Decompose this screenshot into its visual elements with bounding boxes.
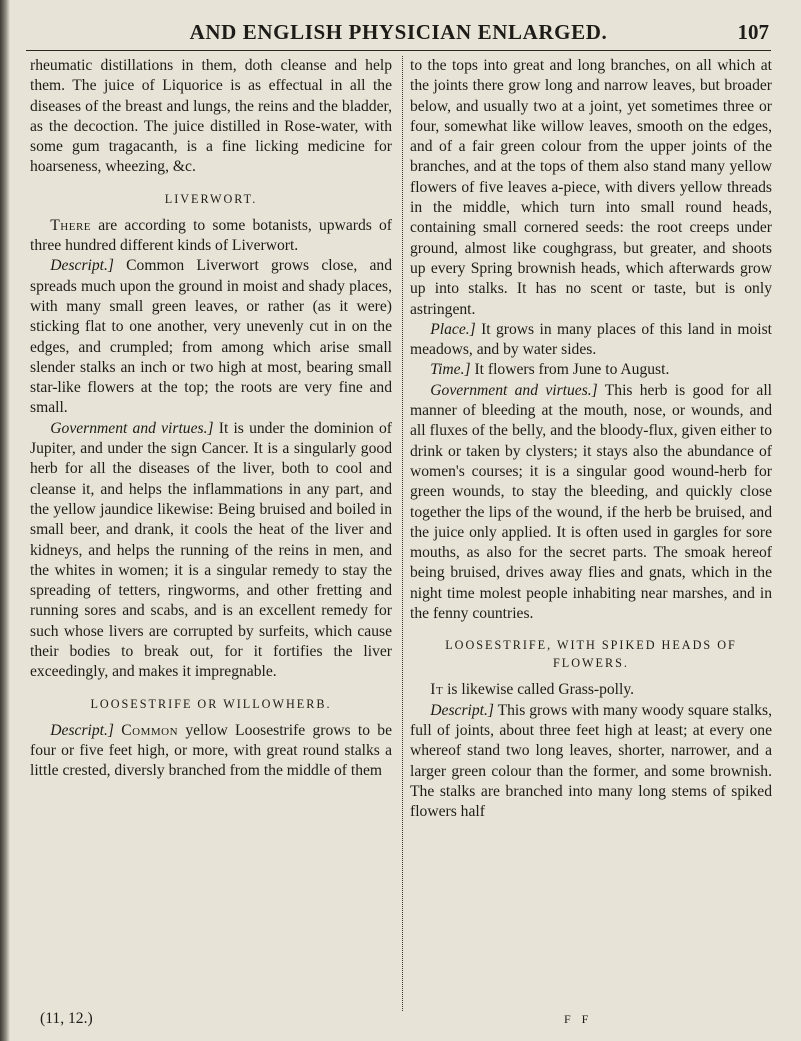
- paragraph-text: It flowers from June to August.: [470, 361, 670, 379]
- lead-word: It: [430, 681, 444, 699]
- paragraph-text: This herb is good for all manner of bleeding at the mouth, nose, or wounds, and all fluxes of the belly, and the bloody-flux, given either to drink or taken by clysters; it stays also the abundance of women's courses; it is a singular good wound-herb for green wounds, to stay the bleeding, and quickly close together the lips of the wound, if the herb be bruised, and the juice only applied. It is often used in gargles for sore mouths, as also for the secret parts. The smoak hereof being bruised, drives away flies and gnats, which in the night time molest people inhabiting near marshes, and in the fenny countries.: [410, 381, 772, 623]
- paragraph-text: Common Liverwort grows close, and spreads much upon the ground in moist and shady places, with many small green leaves, or rather (as it were) sticking flat to one another, very unevenly cut in on the edges, and crumpled; from among which arise small slender stalks an inch or two high at most, bearing small star-like flowers at the top; the roots are very fine and small.: [30, 257, 392, 417]
- section-label-time: Time.]: [430, 361, 471, 379]
- paragraph-liverwort-government: [30, 419, 392, 683]
- section-label-descript: Descript.]: [50, 257, 114, 275]
- paragraph-liverwort-description: [30, 256, 392, 418]
- paragraph-text: are according to some botanists, upwards of three hundred different kinds of Liverwort.: [30, 216, 392, 255]
- running-head: AND ENGLISH PHYSICIAN ENLARGED.: [189, 20, 608, 44]
- right-column: [410, 56, 772, 822]
- paragraph-spiked-description: [410, 701, 772, 823]
- paragraph-loosestrife-description: [30, 721, 392, 782]
- lead-word: Common: [121, 721, 179, 739]
- paragraph-text: It grows in many places of this land in moist meadows, and by water sides.: [410, 320, 772, 359]
- left-column: [30, 56, 392, 782]
- paragraph-liquorice-continued: rheumatic distillations in them, doth cleanse and help them. The juice of Liquorice is as effectual in all the diseases of the breast and lungs, the reins and the bladder, as the decoction. The juice distilled in Rose-water, with some gum tragacanth, is a fine licking medicine for hoarseness, wheezing, &c.: [30, 57, 392, 176]
- paragraph-liverwort-intro: [30, 216, 392, 257]
- paragraph-place: [410, 320, 772, 361]
- heading-loosestrife-spiked: LOOSESTRIFE, WITH SPIKED HEADS OF FLOWERS.: [445, 638, 737, 671]
- heading-loosestrife: LOOSESTRIFE OR WILLOWHERB.: [90, 696, 332, 711]
- paragraph-time: [410, 360, 772, 380]
- catchword: F F: [564, 1012, 593, 1026]
- page-header: [26, 10, 771, 51]
- paragraph-text: yellow Loosestrife grows to be four or five feet high, or more, with great round stalks a little crested, diversly branched from the middle of them: [30, 721, 393, 780]
- paragraph-text: This grows with many woody square stalks, full of joints, about three feet high at least; at every one whereof stand two long leaves, shorter, narrower, and a larger green colour than the former, and some brownish. The stalks are branched into many long stems of spiked flowers half: [410, 701, 772, 821]
- page-number: 107: [737, 20, 769, 44]
- paragraph-text: It is under the dominion of Jupiter, and under the sign Cancer. It is a singularly good herb for all the diseases of the liver, both to cool and cleanse it, and helps the inflammations in any part, and the yellow jaundice likewise: Being bruised and boiled in small beer, and drank, it cools the heat of the liver and kidneys, and helps the running of the reins in men, and the whites in women; it is a singular remedy to stay the spreading of tetters, ringworms, and other fretting and running sores and scabs, and is an excellent remedy for such whose livers are corrupted by surfeits, which cause their bodies to break out, for it fortifies the liver exceedingly, and makes it impregnable.: [30, 419, 392, 681]
- paragraph-loosestrife-continued: to the tops into great and long branches, on all which at the joints there grow long and narrow leaves, but broader below, and usually two at a joint, yet sometimes three or four, somewhat like willow leaves, smooth on the edges, and of a fair green colour from the upper joints of the branches, and at the tops of them also stand many yellow flowers of five leaves a-piece, with divers yellow threads in the middle, which turn into small round heads, containing small cornered seeds: the root creeps under ground, almost like coughgrass, but greater, and shoots up every Spring brownish heads, which afterwards grow up into stalks. It has no scent or taste, but is only astringent.: [410, 57, 772, 318]
- paragraph-text: is likewise called Grass-polly.: [443, 681, 635, 699]
- section-label-government: Government and virtues.]: [50, 419, 214, 437]
- section-label-descript: Descript.]: [50, 721, 114, 739]
- column-divider: [402, 56, 403, 1011]
- section-label-government: Government and virtues.]: [430, 381, 598, 399]
- paragraph-government: [410, 381, 772, 625]
- lead-word: There: [50, 216, 92, 234]
- page-gutter-shadow: [0, 0, 10, 1041]
- signature-mark: (11, 12.): [40, 1010, 93, 1027]
- section-label-place: Place.]: [430, 320, 476, 338]
- section-label-descript: Descript.]: [430, 701, 494, 719]
- heading-liverwort: LIVERWORT.: [164, 191, 258, 206]
- paragraph-spiked-intro: [410, 680, 772, 700]
